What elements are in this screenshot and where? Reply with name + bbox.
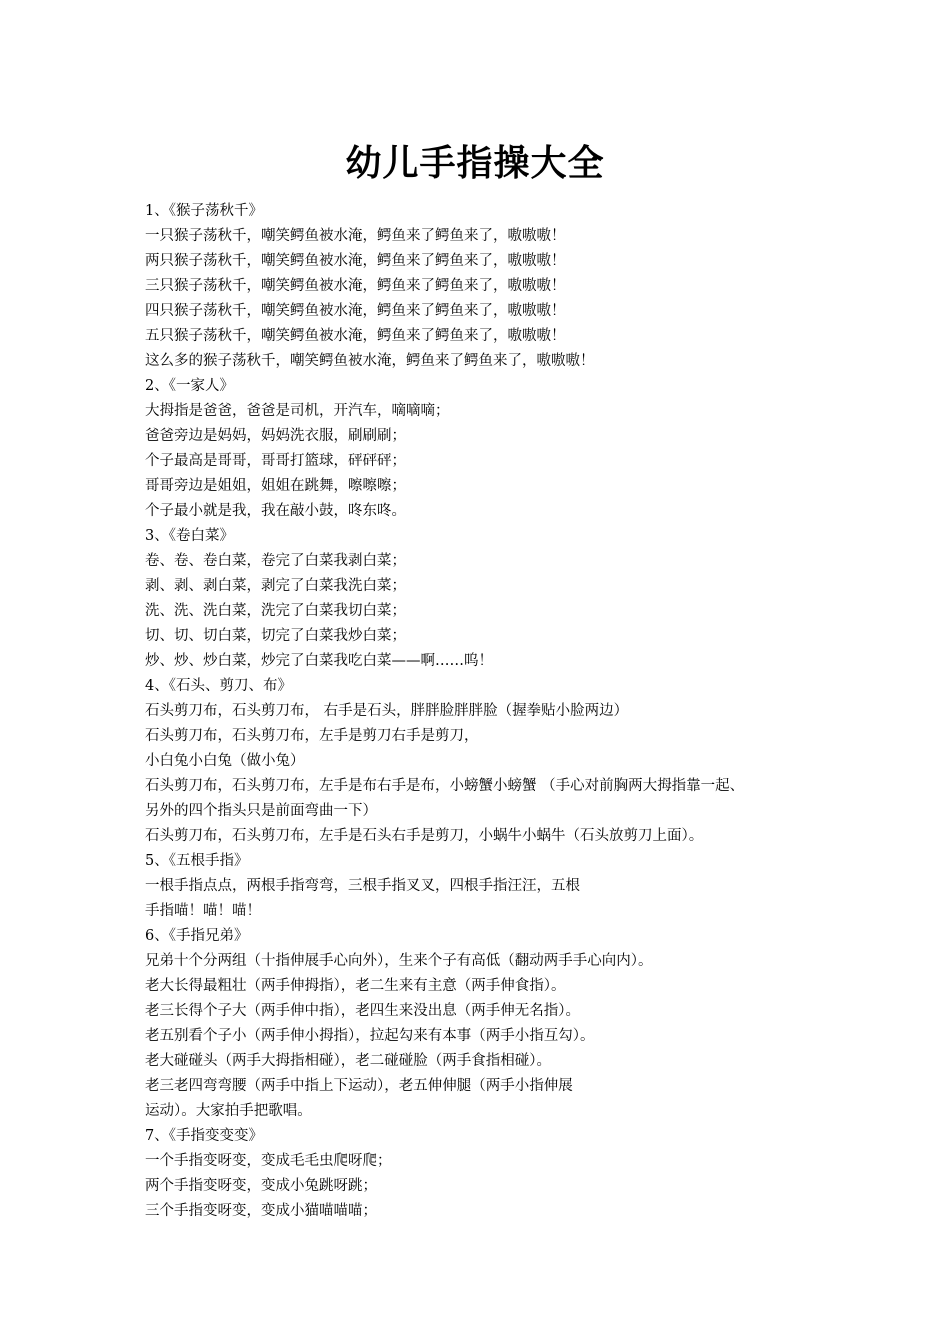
text-line: 两个手指变呀变，变成小兔跳呀跳； [145, 1178, 377, 1194]
text-line: 6、《手指兄弟》 [145, 928, 249, 944]
text-line: 大拇指是爸爸，爸爸是司机，开汽车，嘀嘀嘀； [145, 403, 450, 419]
text-line: 老大长得最粗壮（两手伸拇指），老二生来有主意（两手伸食指）。 [145, 978, 566, 994]
text-line: 小白兔小白兔（做小兔） [145, 753, 305, 769]
text-line: 老五别看个子小（两手伸小拇指），拉起勾来有本事（两手小指互勾）。 [145, 1028, 595, 1044]
text-line: 切、切、切白菜，切完了白菜我炒白菜； [145, 628, 406, 644]
text-line: 石头剪刀布，石头剪刀布，左手是布右手是布，小螃蟹小螃蟹 （手心对前胸两大拇指靠一起、 [145, 778, 745, 794]
text-line: 剥、剥、剥白菜，剥完了白菜我洗白菜； [145, 578, 406, 594]
text-line: 老大碰碰头（两手大拇指相碰），老二碰碰脸（两手食指相碰）。 [145, 1053, 551, 1069]
text-line: 一个手指变呀变，变成毛毛虫爬呀爬； [145, 1153, 392, 1169]
text-line: 炒、炒、炒白菜，炒完了白菜我吃白菜——啊……呜！ [145, 653, 493, 669]
text-line: 一只猴子荡秋千，嘲笑鳄鱼被水淹，鳄鱼来了鳄鱼来了，嗷嗷嗷！ [145, 228, 566, 244]
text-line: 2、《一家人》 [145, 378, 234, 394]
text-line: 爸爸旁边是妈妈，妈妈洗衣服，刷刷刷； [145, 428, 406, 444]
text-line: 卷、卷、卷白菜，卷完了白菜我剥白菜； [145, 553, 406, 569]
text-line: 个子最高是哥哥，哥哥打篮球，砰砰砰； [145, 453, 406, 469]
document-title: 幼儿手指操大全 [345, 143, 605, 184]
text-line: 石头剪刀布，石头剪刀布，左手是石头右手是剪刀，小蜗牛小蜗牛（石头放剪刀上面）。 [145, 828, 704, 844]
text-line: 4、《石头、剪刀、布》 [145, 678, 292, 694]
text-line: 洗、洗、洗白菜，洗完了白菜我切白菜； [145, 603, 406, 619]
text-line: 手指喵！喵！喵！ [145, 903, 261, 919]
text-line: 五只猴子荡秋千，嘲笑鳄鱼被水淹，鳄鱼来了鳄鱼来了，嗷嗷嗷！ [145, 328, 566, 344]
text-line: 个子最小就是我，我在敲小鼓，咚东咚。 [145, 503, 406, 519]
text-line: 石头剪刀布，石头剪刀布，左手是剪刀右手是剪刀， [145, 728, 479, 744]
text-line: 两只猴子荡秋千，嘲笑鳄鱼被水淹，鳄鱼来了鳄鱼来了，嗷嗷嗷！ [145, 253, 566, 269]
document-body [145, 199, 825, 1224]
text-line: 老三长得个子大（两手伸中指），老四生来没出息（两手伸无名指）。 [145, 1003, 580, 1019]
text-line: 这么多的猴子荡秋千，嘲笑鳄鱼被水淹，鳄鱼来了鳄鱼来了，嗷嗷嗷！ [145, 353, 595, 369]
text-line: 一根手指点点，两根手指弯弯，三根手指叉叉，四根手指汪汪，五根 [145, 878, 580, 894]
text-line: 哥哥旁边是姐姐，姐姐在跳舞，嚓嚓嚓； [145, 478, 406, 494]
text-line: 5、《五根手指》 [145, 853, 249, 869]
text-line: 三只猴子荡秋千，嘲笑鳄鱼被水淹，鳄鱼来了鳄鱼来了，嗷嗷嗷！ [145, 278, 566, 294]
text-line: 运动）。大家拍手把歌唱。 [145, 1103, 312, 1119]
text-line: 7、《手指变变变》 [145, 1128, 263, 1144]
text-line: 三个手指变呀变，变成小猫喵喵喵； [145, 1203, 377, 1219]
text-line: 另外的四个指头只是前面弯曲一下） [145, 803, 377, 819]
text-line: 石头剪刀布，石头剪刀布， 右手是石头，胖胖脸胖胖脸（握拳贴小脸两边） [145, 703, 629, 719]
text-line: 兄弟十个分两组（十指伸展手心向外），生来个子有高低（翻动两手手心向内）。 [145, 953, 653, 969]
text-line: 3、《卷白菜》 [145, 528, 234, 544]
text-line: 1、《猴子荡秋千》 [145, 203, 263, 219]
text-line: 四只猴子荡秋千，嘲笑鳄鱼被水淹，鳄鱼来了鳄鱼来了，嗷嗷嗷！ [145, 303, 566, 319]
text-line: 老三老四弯弯腰（两手中指上下运动），老五伸伸腿（两手小指伸展 [145, 1078, 573, 1094]
